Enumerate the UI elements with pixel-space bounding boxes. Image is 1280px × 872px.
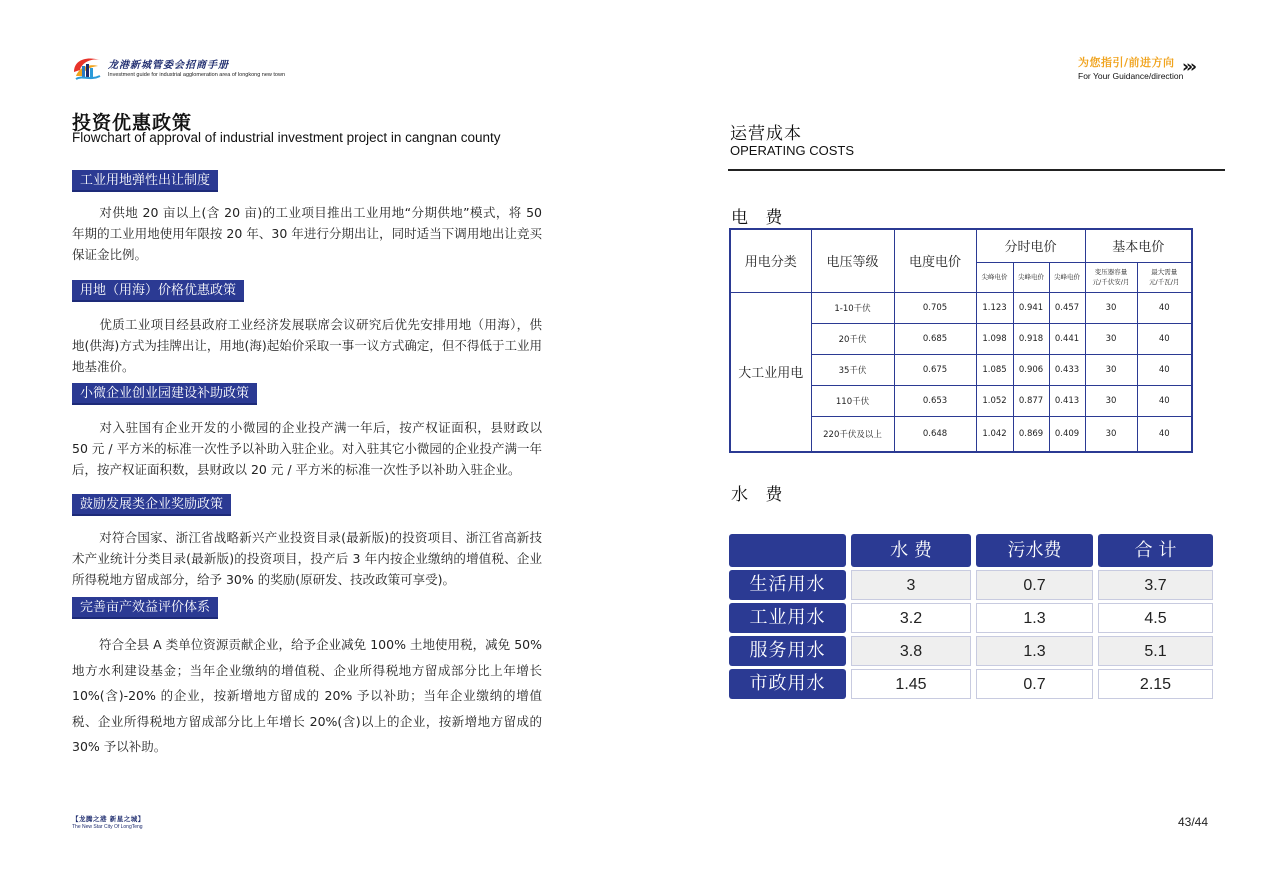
page-number: 43/44 xyxy=(1178,815,1209,829)
row-label: 生活用水 xyxy=(729,570,846,600)
triple-chevron-right-icon: ››› xyxy=(1182,57,1195,77)
sewage-cell: 1.3 xyxy=(976,603,1093,633)
header-blank xyxy=(729,534,846,567)
header-sewage: 污水费 xyxy=(976,534,1093,567)
dragon-logo-icon xyxy=(70,52,104,82)
table-row xyxy=(729,636,1218,666)
row-label: 市政用水 xyxy=(729,669,846,699)
footer-slogan-en: The New Star City Of LongTeng xyxy=(72,824,143,830)
transformer-cell: 30 xyxy=(1085,385,1137,416)
header-unit-price: 电度电价 xyxy=(894,229,976,292)
tou-cell: 0.906 xyxy=(1013,354,1049,385)
header-tou-group: 分时电价 xyxy=(976,229,1085,262)
sewage-cell: 1.3 xyxy=(976,636,1093,666)
tou-cell: 0.433 xyxy=(1049,354,1085,385)
price-cell: 0.653 xyxy=(894,385,976,416)
tou-cell: 1.042 xyxy=(976,416,1013,452)
tou-cell: 1.098 xyxy=(976,323,1013,354)
tou-cell: 0.413 xyxy=(1049,385,1085,416)
section-body: 对供地 20 亩以上(含 20 亩)的工业项目推出工业用地“分期供地”模式，将 50 年期的工业用地使用年限按 20 年、30 年进行分期出让，同时适当下调用地出让竞买保证金比例。 xyxy=(72,205,542,262)
water-cell: 3.2 xyxy=(851,603,971,633)
demand-cell: 40 xyxy=(1137,323,1192,354)
price-cell: 0.685 xyxy=(894,323,976,354)
header-tou-1: 尖峰电价 xyxy=(976,262,1013,292)
tou-cell: 0.457 xyxy=(1049,292,1085,323)
demand-cell: 40 xyxy=(1137,416,1192,452)
tou-cell: 0.941 xyxy=(1013,292,1049,323)
transformer-cell: 30 xyxy=(1085,354,1137,385)
category-cell: 大工业用电 xyxy=(730,292,811,452)
page-title: 投资优惠政策 xyxy=(72,112,193,134)
demand-cell: 40 xyxy=(1137,292,1192,323)
section-heading: 小微企业创业园建设补助政策 xyxy=(72,383,257,405)
total-cell: 5.1 xyxy=(1098,636,1213,666)
brand-logo xyxy=(70,52,285,82)
sewage-cell: 0.7 xyxy=(976,669,1093,699)
voltage-cell: 20千伏 xyxy=(811,323,894,354)
section-heading: 鼓励发展类企业奖励政策 xyxy=(72,494,231,516)
guidance-en: For Your Guidance/direction xyxy=(1078,71,1184,81)
tou-cell: 1.085 xyxy=(976,354,1013,385)
transformer-cell: 30 xyxy=(1085,323,1137,354)
tou-cell: 0.441 xyxy=(1049,323,1085,354)
section-heading: 完善亩产效益评价体系 xyxy=(72,597,218,619)
electricity-heading: 电 费 xyxy=(731,208,789,228)
brand-name-cn: 龙港新城管委会招商手册 xyxy=(108,60,229,71)
section-body: 对符合国家、浙江省战略新兴产业投资目录(最新版)的投资项目、浙江省高新技术产业统计分类目录(最新版)的投资项目，投产后 3 年内按企业缴纳的增值税、企业所得税地方留成部分，给予 30% 的奖励(原研发、技改政策可享受)。 xyxy=(72,530,542,587)
header-voltage: 电压等级 xyxy=(811,229,894,292)
tou-cell: 0.869 xyxy=(1013,416,1049,452)
price-cell: 0.705 xyxy=(894,292,976,323)
water-cell: 1.45 xyxy=(851,669,971,699)
section-body: 对入驻国有企业开发的小微园的企业投产满一年后，按产权证面积，县财政以 50 元 / 平方米的标准一次性予以补助入驻企业。对入驻其它小微园的企业投产满一年后，按产权证面积数，县财政以 20 元 / 平方米的标准一次性予以补助入驻企业。 xyxy=(72,420,542,477)
footer-slogan-cn: 【龙腾之港 新星之城】 xyxy=(72,815,145,823)
page-subtitle: Flowchart of approval of industrial investment project in cangnan county xyxy=(72,130,501,145)
section-body: 符合全县 A 类单位资源贡献企业，给予企业减免 100% 土地使用税，减免 50% 地方水利建设基金；当年企业缴纳的增值税、企业所得税地方留成部分比上年增长 10%(含)-20% 的企业，按新增地方留成的 20% 予以补助；当年企业缴纳的增值税、企业所得税地方留成部分比上年增长 20%(含)以上的企业，按新增地方留成的 30% 予以补助。 xyxy=(72,637,542,754)
section-heading: 用地（用海）价格优惠政策 xyxy=(72,280,244,302)
sewage-cell: 0.7 xyxy=(976,570,1093,600)
price-cell: 0.675 xyxy=(894,354,976,385)
tou-cell: 0.409 xyxy=(1049,416,1085,452)
row-label: 服务用水 xyxy=(729,636,846,666)
footer-slogan xyxy=(72,814,145,830)
demand-cell: 40 xyxy=(1137,354,1192,385)
water-cell: 3 xyxy=(851,570,971,600)
operating-costs-subtitle: OPERATING COSTS xyxy=(730,143,854,158)
voltage-cell: 35千伏 xyxy=(811,354,894,385)
transformer-cell: 30 xyxy=(1085,292,1137,323)
tou-cell: 0.877 xyxy=(1013,385,1049,416)
table-row xyxy=(730,292,1192,323)
total-cell: 2.15 xyxy=(1098,669,1213,699)
section-heading: 工业用地弹性出让制度 xyxy=(72,170,218,192)
tou-cell: 1.052 xyxy=(976,385,1013,416)
demand-cell: 40 xyxy=(1137,385,1192,416)
tou-cell: 1.123 xyxy=(976,292,1013,323)
water-heading: 水 费 xyxy=(731,485,789,505)
table-row xyxy=(729,570,1218,600)
header-transformer: 变压器容量 元/千伏安/月 xyxy=(1085,262,1137,292)
header-water: 水 费 xyxy=(851,534,971,567)
guidance-cn: 为您指引/前进方向 xyxy=(1078,56,1175,69)
header-max-demand: 最大需量 元/千瓦/月 xyxy=(1137,262,1192,292)
water-price-table xyxy=(729,534,1218,702)
row-label: 工业用水 xyxy=(729,603,846,633)
tou-cell: 0.918 xyxy=(1013,323,1049,354)
header-tou-2: 尖峰电价 xyxy=(1013,262,1049,292)
voltage-cell: 220千伏及以上 xyxy=(811,416,894,452)
divider xyxy=(728,169,1225,171)
header-basic-group: 基本电价 xyxy=(1085,229,1192,262)
operating-costs-title: 运营成本 xyxy=(730,124,802,144)
voltage-cell: 110千伏 xyxy=(811,385,894,416)
price-cell: 0.648 xyxy=(894,416,976,452)
table-row xyxy=(729,603,1218,633)
voltage-cell: 1-10千伏 xyxy=(811,292,894,323)
header-category: 用电分类 xyxy=(730,229,811,292)
brand-name-en: Investment guide for industrial agglomeration area of longkong new town xyxy=(108,72,286,78)
header-tou-3: 尖峰电价 xyxy=(1049,262,1085,292)
header-total: 合 计 xyxy=(1098,534,1213,567)
total-cell: 4.5 xyxy=(1098,603,1213,633)
transformer-cell: 30 xyxy=(1085,416,1137,452)
section-body: 优质工业项目经县政府工业经济发展联席会议研究后优先安排用地（用海），供地(供海)方式为挂牌出让，用地(海)起始价采取一事一议方式确定，但不得低于工业用地基准价。 xyxy=(72,317,542,374)
water-cell: 3.8 xyxy=(851,636,971,666)
guidance-label xyxy=(1078,54,1183,81)
table-header-row xyxy=(729,534,1218,567)
total-cell: 3.7 xyxy=(1098,570,1213,600)
electricity-price-table xyxy=(729,228,1193,453)
table-row xyxy=(729,669,1218,699)
